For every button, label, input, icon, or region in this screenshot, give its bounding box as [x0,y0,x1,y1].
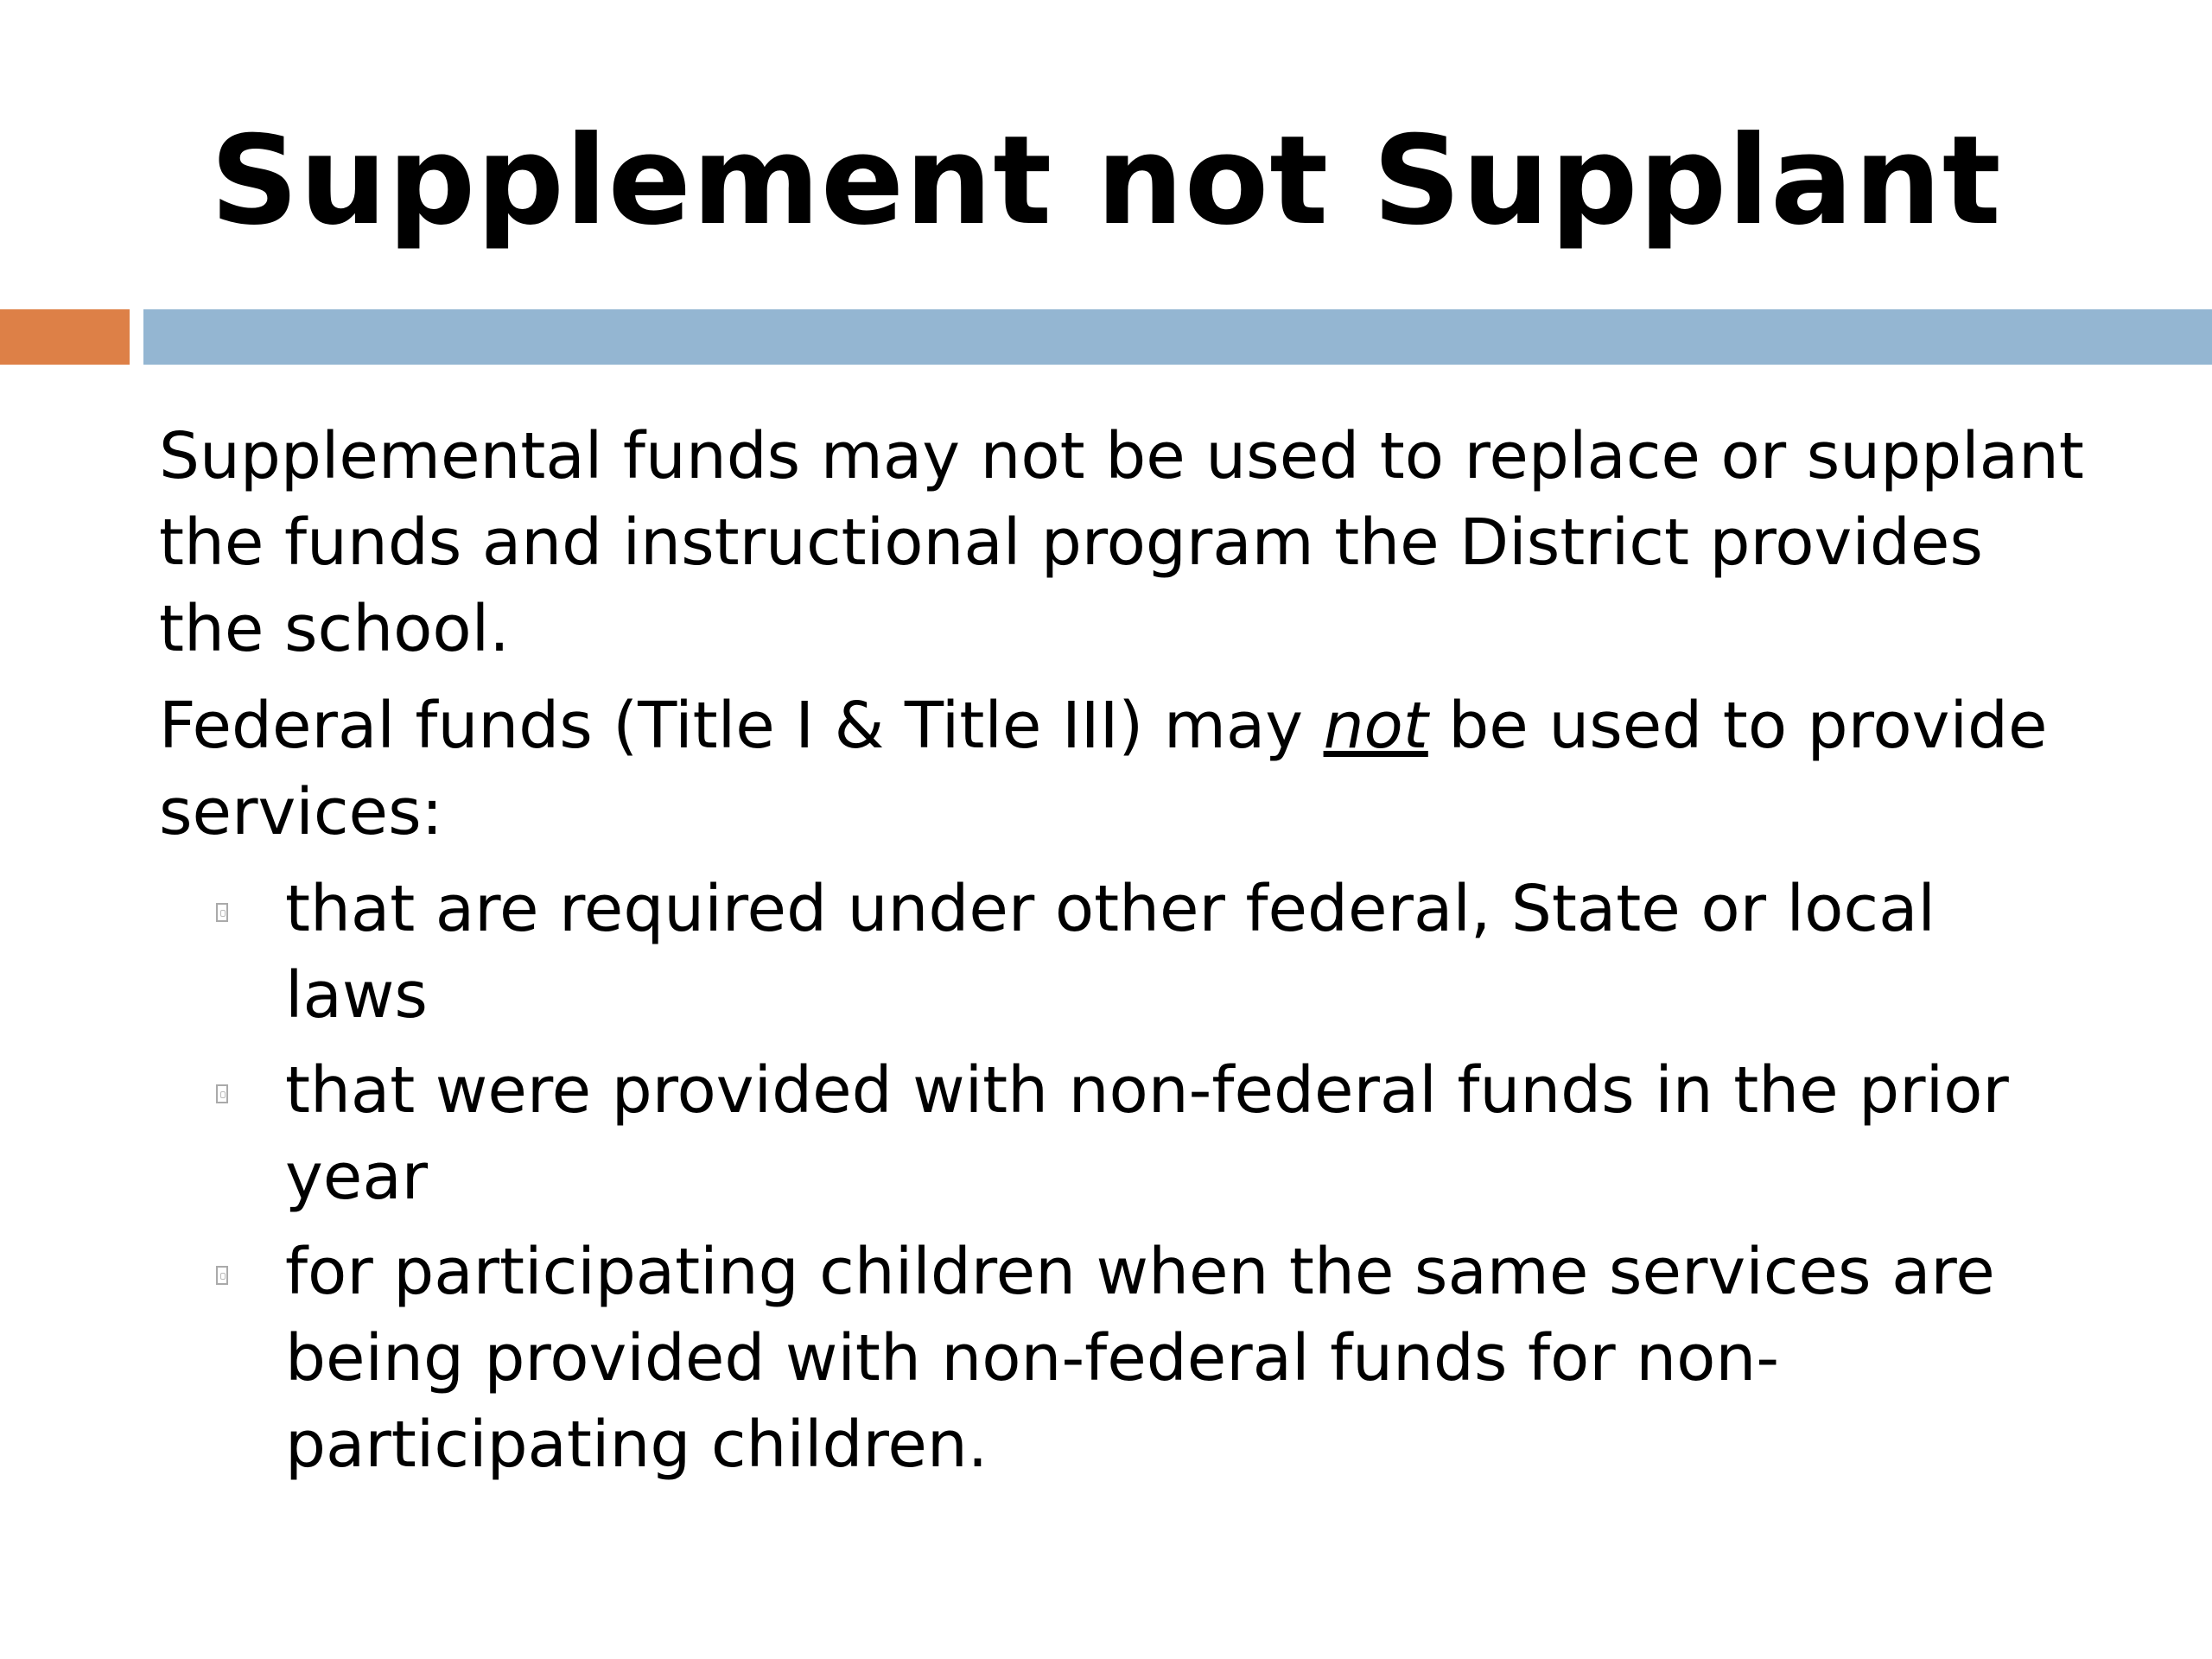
paragraph-federal-funds [159,683,2094,855]
bullet-text: that are required under other federal, State or local laws [285,872,1936,1033]
slide-body [159,413,2094,1497]
bullet-box-icon [216,1084,228,1103]
accent-blue-bar [143,309,2212,365]
bullet-item [159,1047,2094,1220]
bullet-item [159,1229,2094,1488]
bullet-item [159,866,2094,1039]
paragraph-supplemental-funds: Supplemental funds may not be used to replace or supplant the funds and instructional program the District provides the school. [159,419,2084,666]
paragraph-federal-funds-start: Federal funds (Title I & Title III) may [159,689,1324,763]
bullet-box-icon [216,1266,228,1285]
emphasis-not: not [1323,689,1428,763]
bullet-text: for participating children when the same services are being provided with non-federal funds for non-participating children. [285,1235,1995,1482]
accent-orange-block [0,309,130,365]
bullet-list [159,866,2094,1488]
paragraph-federal-funds-end: be used to provide services: [159,689,2048,849]
bullet-text: that were provided with non-federal funds in the prior year [285,1053,2009,1214]
slide-title: Supplement not Supplant [210,110,2002,252]
bullet-box-icon [216,903,228,922]
